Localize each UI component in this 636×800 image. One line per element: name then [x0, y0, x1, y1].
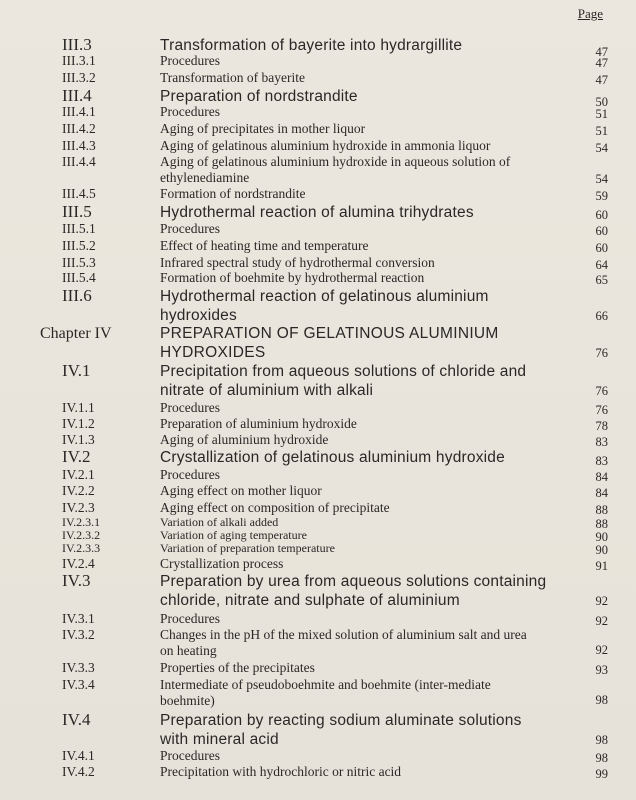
section-title-line: with mineral acid [160, 731, 279, 748]
section-title-line: Properties of the precipitates [160, 660, 315, 675]
section-title-line: Variation of aging temperature [160, 528, 307, 542]
page-number: 47 [595, 56, 608, 70]
section-number: III.3.2 [62, 70, 96, 85]
section-number: III.5 [62, 202, 92, 221]
page-number: 51 [595, 124, 608, 138]
section-number: IV.2.4 [62, 556, 95, 571]
section-number: IV.4.2 [62, 764, 95, 779]
section-title [160, 324, 560, 362]
section-title [160, 677, 560, 708]
section-title-line: Hydrothermal reaction of alumina trihydrates [160, 204, 474, 221]
section-number: IV.3 [62, 571, 91, 590]
section-number: IV.1.1 [62, 400, 95, 415]
section-title-line: Procedures [160, 221, 220, 236]
section-title [160, 104, 560, 120]
page-number: 93 [595, 663, 608, 677]
section-number: III.4.2 [62, 121, 96, 136]
section-title-line: Aging of gelatinous aluminium hydroxide in ammonia liquor [160, 138, 491, 153]
section-number: III.5.3 [62, 255, 96, 270]
section-title-line: nitrate of aluminium with alkali [160, 382, 374, 399]
section-title [160, 764, 560, 780]
section-title-line: Aging effect on composition of precipitate [160, 500, 390, 515]
page-number: 76 [595, 384, 608, 398]
section-number: III.3.1 [62, 53, 96, 68]
page-number: 88 [595, 517, 608, 531]
page-number: 76 [595, 346, 608, 360]
section-title-line: HYDROXIDES [160, 344, 266, 361]
page-number: 98 [595, 751, 608, 765]
page-number: 47 [595, 45, 608, 59]
section-number: III.5.4 [62, 270, 96, 285]
section-number: IV.2.2 [62, 483, 95, 498]
section-title [160, 221, 560, 237]
section-number: IV.2.3.3 [62, 541, 101, 555]
section-title [160, 572, 560, 610]
section-number: IV.1.2 [62, 416, 95, 431]
section-title-line: Crystallization of gelatinous aluminium hydroxide [160, 449, 505, 466]
section-title-line: boehmite) [160, 692, 215, 708]
section-title [160, 467, 560, 483]
section-title [160, 556, 560, 572]
page-number: 83 [595, 454, 608, 468]
section-title-line: Transformation of bayerite [160, 70, 305, 85]
page-number: 60 [595, 208, 608, 222]
section-title-line: chloride, nitrate and sulphate of aluminium [160, 592, 460, 609]
section-title-line: hydroxides [160, 307, 237, 324]
page-number: 83 [595, 435, 608, 449]
section-title [160, 186, 560, 202]
section-number: IV.3.3 [62, 660, 95, 675]
section-title [160, 53, 560, 69]
page-number: 92 [595, 614, 608, 628]
section-title [160, 627, 560, 658]
page-number: 54 [595, 141, 608, 155]
page-number: 90 [595, 530, 608, 544]
page-number: 59 [595, 189, 608, 203]
section-number: Chapter IV [40, 325, 112, 342]
section-title [160, 270, 560, 286]
section-title-line: Preparation by reacting sodium aluminate solutions [160, 712, 522, 729]
section-title-line: Precipitation with hydrochloric or nitric acid [160, 764, 402, 779]
page-number: 91 [595, 559, 608, 573]
section-number: IV.1 [62, 361, 91, 380]
section-number: III.4 [62, 86, 92, 105]
section-number: III.3 [62, 35, 92, 54]
section-title-line: Preparation by urea from aqueous solutions containing [160, 573, 547, 590]
section-title-line: ethylenediamine [160, 169, 250, 185]
section-number: III.4.3 [62, 138, 96, 153]
page-number: 50 [595, 95, 608, 109]
section-title [160, 154, 560, 185]
section-number: III.4.5 [62, 186, 96, 201]
section-title-line: Variation of alkali added [160, 515, 279, 529]
page-number: 54 [595, 172, 608, 186]
section-title [160, 542, 560, 555]
section-title-line: Aging of aluminium hydroxide [160, 432, 329, 447]
section-title [160, 121, 560, 137]
section-number: IV.4.1 [62, 748, 95, 763]
section-title-line: Preparation of nordstrandite [160, 88, 358, 105]
section-title [160, 448, 560, 467]
page-number: 90 [595, 543, 608, 557]
section-title-line: on heating [160, 642, 217, 658]
section-title [160, 748, 560, 764]
section-title-line: Procedures [160, 400, 220, 415]
page-number: 88 [595, 503, 608, 517]
section-number: III.5.2 [62, 238, 96, 253]
page-number: 66 [595, 309, 608, 323]
page-number: 98 [595, 693, 608, 707]
section-number: IV.2.3.1 [62, 515, 101, 529]
page-number: 92 [595, 643, 608, 657]
section-number: IV.2 [62, 447, 91, 466]
section-title-line: Variation of preparation temperature [160, 541, 335, 555]
section-title-line: Hydrothermal reaction of gelatinous aluminium [160, 288, 489, 305]
section-title-line: Effect of heating time and temperature [160, 238, 369, 253]
section-title [160, 138, 560, 154]
section-title [160, 400, 560, 416]
section-title-line: Procedures [160, 104, 220, 119]
section-title-line: PREPARATION OF GELATINOUS ALUMINIUM [160, 325, 499, 342]
section-number: IV.3.2 [62, 627, 95, 642]
section-number: III.5.1 [62, 221, 96, 236]
section-title [160, 711, 560, 749]
section-title-line: Aging effect on mother liquor [160, 483, 322, 498]
section-number: IV.1.3 [62, 432, 95, 447]
page-number: 64 [595, 258, 608, 272]
page-number: 51 [595, 107, 608, 121]
section-title [160, 483, 560, 499]
section-title [160, 432, 560, 448]
section-number: III.4.1 [62, 104, 96, 119]
section-title-line: Aging of gelatinous aluminium hydroxide in aqueous solution of [160, 154, 511, 169]
section-number: IV.3.4 [62, 677, 95, 692]
section-title [160, 255, 560, 271]
section-title [160, 203, 560, 222]
section-number: IV.3.1 [62, 611, 95, 626]
section-title-line: Procedures [160, 611, 220, 626]
section-title-line: Crystallization process [160, 556, 284, 571]
section-number: IV.2.3 [62, 500, 95, 515]
section-title-line: Precipitation from aqueous solutions of chloride and [160, 363, 527, 380]
section-title-line: Preparation of aluminium hydroxide [160, 416, 357, 431]
page-number: 76 [595, 403, 608, 417]
section-title-line: Intermediate of pseudoboehmite and boehmite (inter-mediate [160, 677, 491, 692]
page-number: 92 [595, 594, 608, 608]
section-title [160, 238, 560, 254]
page-number: 99 [595, 767, 608, 781]
section-number: IV.2.1 [62, 467, 95, 482]
page-number: 84 [595, 486, 608, 500]
section-title-line: Aging of precipitates in mother liquor [160, 121, 366, 136]
section-number: IV.4 [62, 710, 91, 729]
section-title-line: Formation of nordstrandite [160, 186, 306, 201]
section-title [160, 70, 560, 86]
section-title-line: Infrared spectral study of hydrothermal conversion [160, 255, 435, 270]
page-number: 65 [595, 273, 608, 287]
section-title-line: Changes in the pH of the mixed solution of aluminium salt and urea [160, 627, 527, 642]
section-title [160, 287, 560, 325]
section-number: III.6 [62, 286, 92, 305]
section-number: III.4.4 [62, 154, 96, 169]
section-title-line: Formation of boehmite by hydrothermal reaction [160, 270, 425, 285]
section-title [160, 611, 560, 627]
page-number: 78 [595, 419, 608, 433]
section-title-line: Procedures [160, 53, 220, 68]
section-title [160, 500, 560, 516]
page-number: 98 [595, 733, 608, 747]
section-number: IV.2.3.2 [62, 528, 101, 542]
section-title-line: Transformation of bayerite into hydrargillite [160, 37, 463, 54]
page-number: 84 [595, 470, 608, 484]
section-title [160, 416, 560, 432]
page-number: 47 [595, 73, 608, 87]
section-title [160, 660, 560, 676]
page-number: 60 [595, 241, 608, 255]
section-title [160, 362, 560, 400]
page-column-header: Page [577, 6, 603, 21]
section-title-line: Procedures [160, 748, 220, 763]
page-number: 60 [595, 224, 608, 238]
section-title-line: Procedures [160, 467, 220, 482]
